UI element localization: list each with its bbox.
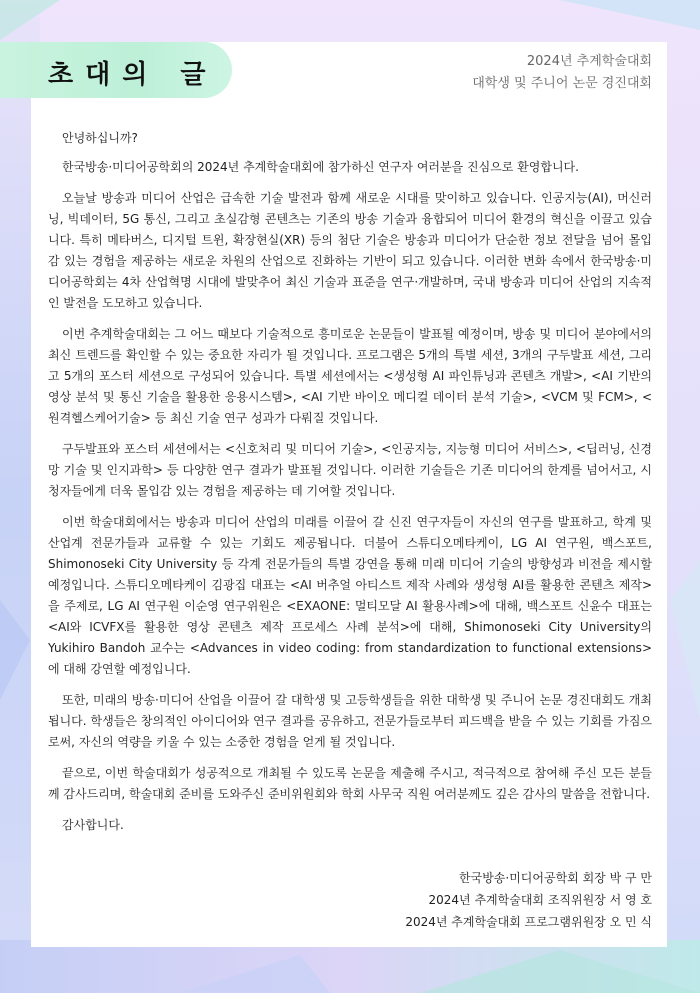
- paragraph-thanks: 끝으로, 이번 학술대회가 성공적으로 개최될 수 있도록 논문을 제출해 주시고, 적극적으로 참여해 주신 모든 분들께 감사드리며, 학술대회 준비를 도와주신 준비위원회와 학회 사무국 직원 여러분께도 깊은 감사의 말씀을 전합니다.: [48, 766, 652, 801]
- event-subtitle: 대학생 및 주니어 논문 경진대회: [472, 76, 652, 91]
- letter-body: [48, 128, 652, 846]
- signature-program-chair: 2024년 추계학술대회 프로그램위원장 오 민 식: [405, 915, 652, 929]
- paragraph-program: 이번 추계학술대회는 그 어느 때보다 기술적으로 흥미로운 논문들이 발표될 예정이며, 방송 및 미디어 분야에서의 최신 트렌드를 확인할 수 있는 중요한 자리가 될 것입니다. 프로그램은 5개의 특별 세션, 3개의 구두발표 세션, 그리고 5개의 포스터 세션으로 구성되어 있습니다. 특별 세션에서는 <생성형 AI 파인튜닝과 콘텐츠 개발>, <AI 기반의 영상 분석 및 통신 기술을 활용한 응용시스템>, <AI 기반 바이오 메디컬 데이터 분석 기술>, <VCM 및 FCM>, <원격헬스케어기술> 등 최신 기술 연구 성과가 다뤄질 것입니다.: [48, 327, 652, 425]
- closing: 감사합니다.: [62, 818, 124, 832]
- event-name: 2024년 추계학술대회: [526, 54, 652, 69]
- signature-president: 한국방송·미디어공학회 회장 박 구 만: [459, 871, 652, 885]
- greeting: 안녕하십니까?: [62, 131, 138, 145]
- paragraph-competition: 또한, 미래의 방송·미디어 산업을 이끌어 갈 대학생 및 고등학생들을 위한 대학생 및 주니어 논문 경진대회도 개최됩니다. 학생들은 창의적인 아이디어와 연구 결과를 공유하고, 전문가들로부터 피드백을 받을 수 있는 기회를 가짐으로써, 자신의 역량을 키울 수 있는 소중한 경험을 얻게 될 것입니다.: [48, 693, 652, 749]
- signature-organizing-chair: 2024년 추계학술대회 조직위원장 서 영 호: [428, 893, 652, 907]
- paragraph-speakers: 이번 학술대회에서는 방송과 미디어 산업의 미래를 이끌어 갈 신진 연구자들이 자신의 연구를 발표하고, 학계 및 산업계 전문가들과 교류할 수 있는 기회도 제공됩니다. 더불어 스튜디오메타케이, LG AI 연구원, 백스포트, Shimonoseki City University 등 각계 전문가들의 특별 강연을 통해 미래 미디어 기술의 방향성과 비전을 제시할 예정입니다. 스튜디오메타케이 김광집 대표는 <AI 버추얼 아티스트 제작 사례와 생성형 AI를 활용한 콘텐츠 제작>을 주제로, LG AI 연구원 이순영 연구위원은 <EXAONE: 멀티모달 AI 활용사례>에 대해, 백스포트 신윤수 대표는 <AI와 ICVFX를 활용한 영상 콘텐츠 제작 프로세스 사례 분석>에 대해, Shimonoseki City University의 Yukihiro Bandoh 교수는 <Advances in video coding: from standardization to functional extensions>에 대해 강연할 예정입니다.: [48, 515, 652, 676]
- paragraph-industry: 오늘날 방송과 미디어 산업은 급속한 기술 발전과 함께 새로운 시대를 맞이하고 있습니다. 인공지능(AI), 머신러닝, 빅데이터, 5G 통신, 그리고 초실감형 콘텐츠는 기존의 방송 기술과 융합되어 미디어 환경의 혁신을 이끌고 있습니다. 특히 메타버스, 디지털 트윈, 확장현실(XR) 등의 첨단 기술은 방송과 미디어가 단순한 정보 전달을 넘어 몰입감 있는 경험을 제공하는 새로운 차원의 산업으로 진화하는 기반이 되고 있습니다. 이러한 변화 속에서 한국방송·미디어공학회는 4차 산업혁명 시대에 발맞추어 최신 기술과 표준을 연구·개발하며, 국내 방송과 미디어 산업의 지속적인 발전을 도모하고 있습니다.: [48, 191, 652, 310]
- paragraph-welcome: 한국방송·미디어공학회의 2024년 추계학술대회에 참가하신 연구자 여러분을 진심으로 환영합니다.: [62, 160, 579, 174]
- paragraph-sessions: 구두발표와 포스터 세션에서는 <신호처리 및 미디어 기술>, <인공지능, 지능형 미디어 서비스>, <딥러닝, 신경망 기술 및 인지과학> 등 다양한 연구 결과가 발표될 것입니다. 이러한 기술들은 기존 미디어의 한계를 넘어서고, 시청자들에게 더욱 몰입감 있는 경험을 제공하는 데 기여할 것입니다.: [48, 442, 652, 498]
- page-title: 초대의 글: [48, 60, 218, 90]
